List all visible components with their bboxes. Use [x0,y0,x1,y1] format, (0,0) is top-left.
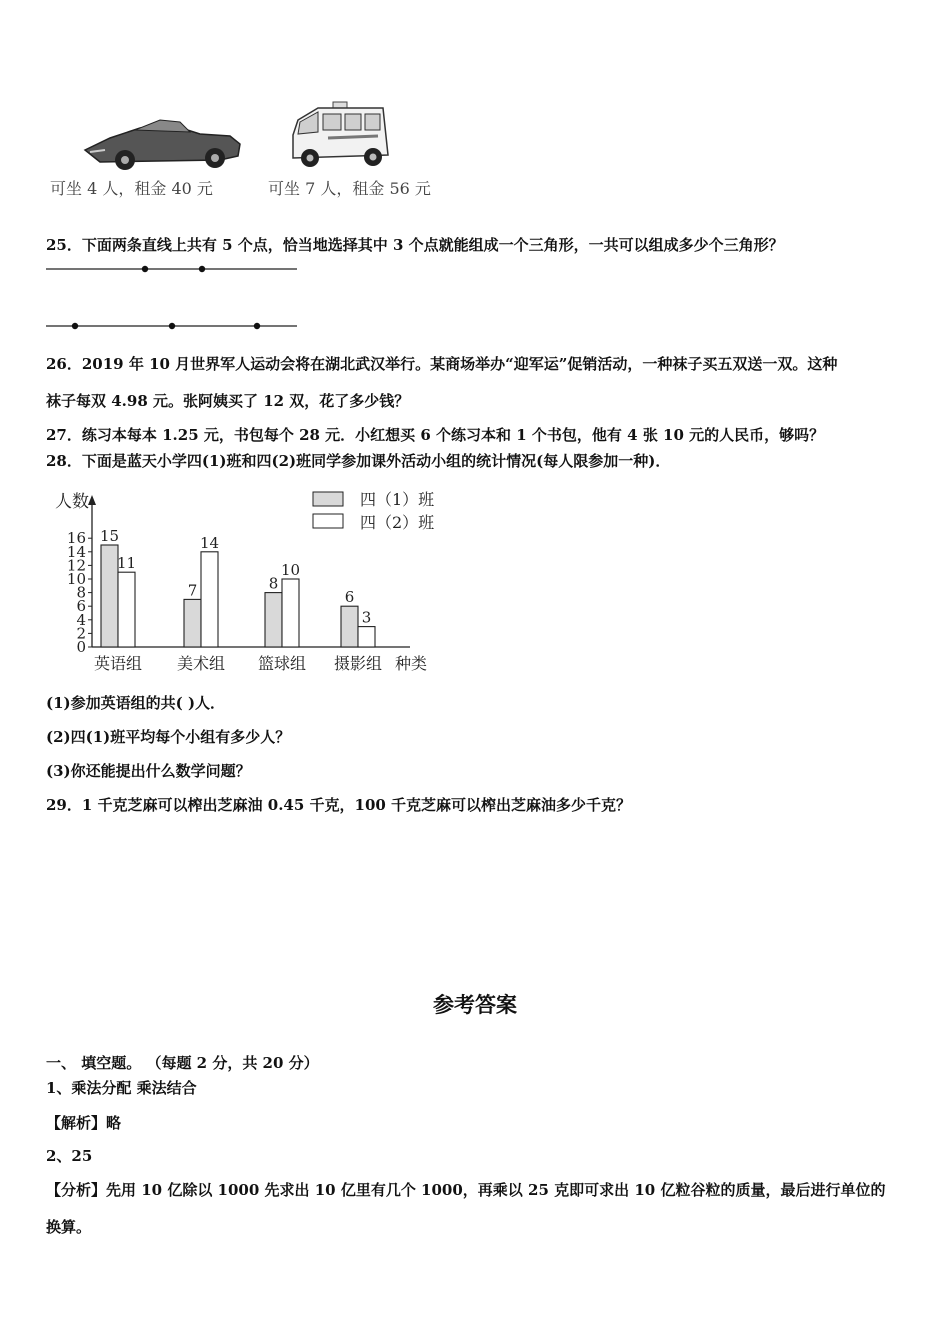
legend-swatch-class2 [313,514,343,528]
van-icon [288,100,398,175]
bar-class2-0 [118,572,135,647]
two-lines-figure [44,258,314,338]
van-caption: 可坐 7 人，租金 56 元 [268,179,431,198]
answers-section-1: 一、 填空题。 （每题 2 分，共 20 分） [46,1054,319,1072]
question-26-line2: 袜子每双 4.98 元。张阿姨买了 12 双，花了多少钱？ [46,392,410,410]
answers-title: 参考答案 [433,992,517,1017]
bar-class2-1 [201,552,218,647]
bar-value-label: 11 [116,554,137,573]
y-tick-label: 2 [76,624,86,643]
category-label: 篮球组 [257,654,307,673]
bar-class1-2 [265,593,282,647]
question-27: 27．练习本每本 1.25 元，书包每个 28 元．小红想买 6 个练习本和 1 个书包，他有 4 张 10 元的人民币，够吗？ [46,426,825,444]
point [254,323,260,329]
bar-value-label: 7 [187,581,198,600]
answer-1-analysis: 【解析】略 [46,1114,122,1132]
bar-value-label: 3 [361,608,372,627]
question-29: 29．1 千克芝麻可以榨出芝麻油 0.45 千克，100 千克芝麻可以榨出芝麻油多少千克？ [46,796,632,814]
legend-swatch-class1 [313,492,343,506]
question-26-line1: 26．2019 年 10 月世界军人运动会将在湖北武汉举行。某商场举办“迎军运”促销活动，一种袜子买五双送一双。这种 [46,355,838,373]
question-28-part1: (1)参加英语组的共( )人． [46,694,226,712]
point [199,266,205,272]
question-28: 28．下面是蓝天小学四(1)班和四(2)班同学参加课外活动小组的统计情况(每人限参加一种)． [46,452,671,470]
bar-value-label: 10 [280,561,301,579]
y-tick-label: 0 [76,638,86,656]
answer-2: 2、25 [46,1147,93,1165]
point [142,266,148,272]
category-label: 英语组 [93,654,143,673]
answer-2-analysis-line1: 【分析】先用 10 亿除以 1000 先求出 10 亿里有几个 1000，再乘以 25 克即可求出 10 亿粒谷粒的质量，最后进行单位的 [46,1181,886,1199]
question-28-part2: (2)四(1)班平均每个小组有多少人？ [46,728,291,746]
question-25: 25．下面两条直线上共有 5 个点，恰当地选择其中 3 个点就能组成一个三角形，一共可以组成多少个三角形？ [46,236,784,254]
vehicle-car [40,100,240,200]
bar-class1-3 [341,606,358,647]
y-axis-arrow [88,495,96,505]
y-axis-label: 人数 [55,492,89,512]
y-tick-label: 10 [66,570,86,588]
bar-value-label: 8 [268,574,279,593]
legend-label-class1: 四（1）班 [360,490,435,509]
bar-class1-1 [184,599,201,647]
vehicle-van [260,95,460,200]
y-tick-label: 6 [76,597,86,616]
category-label: 美术组 [176,654,226,673]
answer-2-analysis-line2: 换算。 [46,1218,92,1236]
point [169,323,175,329]
y-tick-label: 14 [66,542,86,561]
bar-class2-2 [282,579,299,647]
legend [313,490,434,532]
y-tick-label: 16 [66,529,86,548]
bar-class1-0 [101,545,118,647]
legend-label-class2: 四（2）班 [360,513,435,532]
bar-value-label: 14 [199,533,220,552]
point [72,323,78,329]
answer-1: 1、乘法分配 乘法结合 [46,1079,197,1097]
bar-chart [45,487,465,677]
y-tick-label: 8 [76,583,86,602]
x-axis-label: 种类 [395,654,428,673]
car-caption: 可坐 4 人，租金 40 元 [50,179,213,198]
bar-class2-3 [358,627,375,647]
y-tick-label: 4 [76,610,86,629]
category-label: 摄影组 [333,654,383,673]
bar-value-label: 15 [99,527,120,545]
question-28-part3: (3)你还能提出什么数学问题？ [46,762,251,780]
sports-car-icon [80,110,250,180]
bar-value-label: 6 [344,588,355,607]
y-tick-label: 12 [66,556,86,575]
